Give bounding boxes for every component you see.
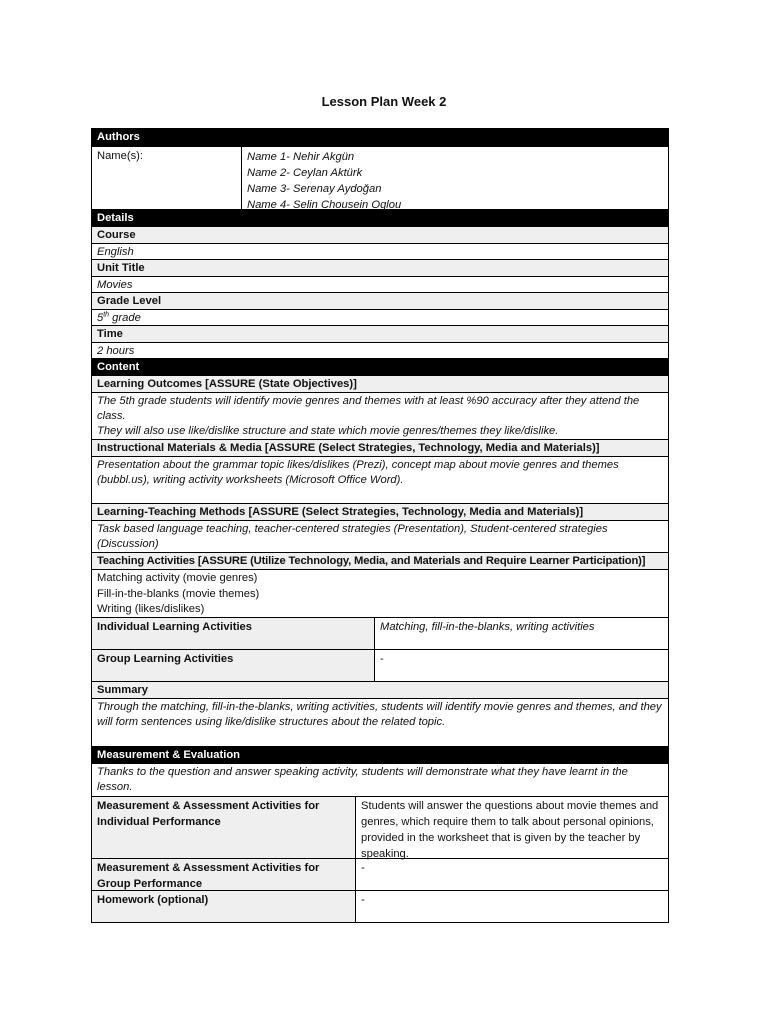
outcomes-line: The 5th grade students will identify movie genres and themes with at least %90 accuracy after they attend the class. [97,395,640,422]
grade-word: grade [109,312,141,324]
page-title: Lesson Plan Week 2 [321,94,447,109]
outcomes-assure: [ASSURE (State Objectives)] [202,378,357,390]
author-name: Name 2- Ceylan Aktürk [247,167,363,179]
content-header: Content [92,358,668,375]
details-header: Details [92,209,668,226]
group-assessment-label: Measurement & Assessment Activities for Group Performance [92,859,356,890]
grade-number: 5 [97,312,104,324]
methods-assure: [ASSURE (Select Strategies, Technology, Media and Materials)] [245,506,584,518]
individual-assessment-row [92,796,668,858]
time-value: 2 hours [92,342,668,358]
materials-label [92,439,668,456]
materials-text: Presentation about the grammar topic likes/dislikes (Prezi), concept map about movie genres and themes (bubbl.us), writing activity worksheets (Microsoft Office Word). [92,456,668,503]
summary-text: Through the matching, fill-in-the-blanks, writing activities, students will identify movie genres and themes, and they will form sentences using like/dislike structures about the related topic. [92,698,668,746]
author-name: Name 3- Serenay Aydoğan [247,183,382,195]
author-name: Name 1- Nehir Akgün [247,151,355,163]
unit-title-value: Movies [92,276,668,292]
homework-row [92,890,668,922]
activities-assure: [ASSURE (Utilize Technology, Media, and Materials and Require Learner Participation)] [194,555,646,567]
homework-label: Homework (optional) [92,891,356,922]
learning-outcomes-label [92,375,668,392]
homework-value: - [361,894,365,906]
individual-assessment-label: Measurement & Assessment Activities for Individual Performance [92,797,356,858]
group-assessment-value: - [361,862,365,874]
outcomes-title: Learning Outcomes [97,378,203,390]
authors-names [242,147,406,209]
group-learning-label: Group Learning Activities [92,650,375,681]
evaluation-header: Measurement & Evaluation [92,746,668,763]
list-item: Fill-in-the-blanks (movie themes) [97,587,260,600]
individual-learning-row [92,617,668,649]
lesson-plan-table [91,128,669,923]
materials-assure: [ASSURE (Select Strategies, Technology, Media and Materials)] [261,442,600,454]
course-label: Course [92,226,668,243]
list-item: Matching activity (movie genres) [97,572,258,584]
list-item: Writing (likes/dislikes) [97,603,205,615]
materials-title: Instructional Materials & Media [97,442,262,454]
course-value: English [92,243,668,259]
individual-assessment-value: Students will answer the questions about movie themes and genres, which require them to talk about personal opinions, provided in the worksheet that is given by the teacher by speaking. [361,800,659,860]
authors-label: Name(s): [92,147,242,209]
unit-title-label: Unit Title [92,259,668,276]
teaching-activities-label [92,552,668,569]
methods-label [92,503,668,520]
summary-label: Summary [92,681,668,698]
group-learning-row [92,649,668,681]
methods-text: Task based language teaching, teacher-centered strategies (Presentation), Student-centered strategies (Discussion) [92,520,668,552]
individual-learning-value: Matching, fill-in-the-blanks, writing activities [380,621,595,633]
group-assessment-row [92,858,668,890]
authors-header: Authors [92,129,668,146]
evaluation-text: Thanks to the question and answer speaking activity, students will demonstrate what they have learnt in the lesson. [92,763,668,796]
teaching-activities-list [92,569,668,617]
outcomes-line: They will also use like/dislike structure and state which movie genres/themes they like/dislike. [97,425,559,437]
grade-level-value [92,309,668,325]
activities-title: Teaching Activities [97,555,195,567]
author-name: Name 4- Selin Chousein Oglou [247,199,402,211]
learning-outcomes-text [92,392,668,439]
time-label: Time [92,325,668,342]
methods-title: Learning-Teaching Methods [97,506,246,518]
grade-suffix: th [103,311,110,319]
grade-level-label: Grade Level [92,292,668,309]
authors-row [92,146,668,209]
group-learning-value: - [380,653,384,665]
individual-learning-label: Individual Learning Activities [92,618,375,649]
